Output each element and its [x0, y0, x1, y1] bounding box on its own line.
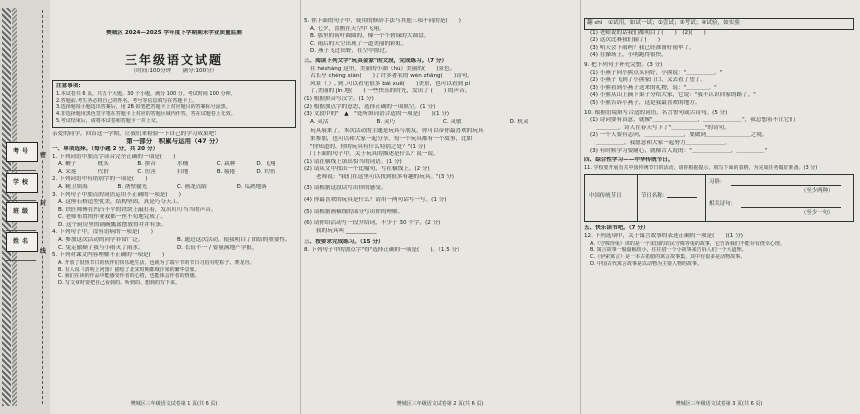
option: B. 寓言故事一般篇幅短小，往往借一个小故事来告诉人们一个大道理。	[590, 247, 747, 254]
options-row	[52, 169, 296, 177]
answer-line	[741, 207, 841, 208]
option: A. 这座石桥造型优美，结构坚固，真是巧夺天工。	[58, 199, 183, 206]
option: A. 灵活	[310, 118, 329, 125]
question: 9. 把下列句子补充完整。(3 分)	[584, 61, 663, 68]
notes-title: 注意事项:	[56, 83, 81, 90]
question: (3) 文段中的" ▲ "处所填词语合适的一项是( )(1 分)	[304, 111, 450, 118]
option: (4) 小熊从山上摘下果子分给大家，它说："我不认识回家的路了。"	[590, 92, 756, 99]
option: (3) 小熊看到小燕子送来的礼物，说："＿＿＿＿。"	[590, 84, 717, 91]
definition-box: 翻 shì ①试用，如试一试；②尝试；③考试；④试验，如实验	[584, 18, 854, 30]
note-item: 1.本试卷共 6 页，共五个大题，30 个小题，满分 100 分。考试时间 100 分钟。	[56, 90, 236, 97]
option: B. 通过这次活动，使我明白了团结的重要性。	[177, 237, 291, 244]
school-line	[6, 200, 36, 201]
page-footer: 樊城区三年级语文试卷第 3 页(共 6 页)	[675, 401, 763, 407]
passage-line: 玩具展来了，本次活动的主题是玩具与朋友。你可以带你最喜欢的玩具	[310, 128, 484, 135]
option: ＿＿＿＿＿，我愿意和大家一起努力＿＿＿＿＿＿＿。	[596, 139, 731, 146]
option: C. 雨后的天空出现了一道美丽的彩虹。	[310, 40, 407, 47]
section-heading: 三、按要求完成练习。（15 分）	[304, 239, 384, 246]
table-col-festival: 中国传统节日	[589, 193, 622, 200]
question: 11. 学校要开展有关中国传统节日的活动，请你根据提示，填写下面的表格，为完成任务做好准备。(3 分)	[584, 164, 818, 171]
seal-char-feng: 封	[39, 200, 46, 207]
table-poem-hint: （至少一句）	[801, 210, 834, 217]
exam-title: 三年级语文试题	[124, 52, 223, 67]
question: (1) 请在横线上填出恰当的词语。(1 分)	[304, 158, 402, 165]
question: 8. 下列句子中的加点字"得"选择正确的一项是( )。（1.5 分）	[304, 247, 463, 254]
page-2	[304, 6, 576, 408]
option: C. 仿害	[137, 168, 156, 175]
option: 扫地	[177, 168, 189, 175]
option: (2) 一个人要有志向，＿＿＿＿＿＿＿，要做到＿＿＿＿＿＿＿＿之境。	[590, 132, 768, 139]
greeting: 亲爱的同学，回首这一学期，让我们来检验一下自己的学习成果吧！	[52, 130, 220, 137]
options-row	[52, 245, 296, 253]
option: B. 疲倦	[216, 168, 236, 175]
options-row	[52, 237, 296, 245]
option: C. 灵敏	[443, 118, 462, 125]
option: A. 开放了很热节日的伙伴们快乐地生活，也就为了端午节的节日习俗有吃粽子、赛龙舟。	[58, 259, 255, 266]
class-line	[6, 230, 36, 231]
option: A. 鞭子	[58, 161, 77, 168]
option: B. 灵巧	[376, 118, 396, 125]
question: 1. 下列词语中加点字读音完全正确的一项是( )	[52, 153, 176, 160]
option: A. 七夕，喜鹊在天空中飞翔。	[310, 25, 385, 32]
option: C.《伊索寓言》是一本古希腊的寓言故事集，其中有很多是动物故事。	[590, 254, 746, 261]
option: (4) 在操场上，小明跑得很快。	[590, 52, 667, 59]
table-col-name: 节日名称：	[641, 193, 668, 200]
option: D. 这个厨房里的锅碗瓢盆摆放得井井有条。	[58, 221, 167, 228]
passage-line: "你知道的，你的玩具有什么特别之处？"(1 分)	[310, 143, 426, 150]
option: (5) 小熊告诉小燕子，这是我最喜欢的地方。	[590, 99, 701, 106]
note-item: 5.考试结束后，请将本试卷和答题卡一并上交。	[56, 117, 161, 124]
section-heading: 三、阅读下列文字"玩具金家"的文段，完成练习。（7 分）	[304, 57, 448, 64]
option: C. 画龙点睛	[177, 183, 207, 190]
question: 3. 下列句子中加点的词语运用不正确的一项是( )	[52, 191, 181, 198]
option: (2) 这次比赛我们输了( )	[590, 37, 661, 44]
question: 12. 下列选项中，关于寓言故事的表述正确的一项是( )(1 分)	[584, 233, 743, 240]
part-heading: 第一部分 积累与运用（47 分）	[126, 138, 222, 146]
option: (3) 明天会下雨吗？我已经准备好雨伞了。	[590, 44, 695, 51]
answer-line: 我的玩具叫 ___________	[316, 227, 377, 234]
section-heading: 四、综合性学习——中华传统节日。	[584, 157, 674, 164]
question: 10. 根据语境填写合适的词语，名言警句或古诗句。(5 分)	[584, 109, 728, 116]
note-item: 2.答题前,考生务必将自己的姓名、考号等信息填写在答题卡上。	[56, 97, 198, 104]
option: (3) 有时候学习要耐心，就像古人说的："＿＿＿＿＿＿＿，＿＿＿＿＿"	[590, 147, 768, 154]
page-fold	[300, 0, 301, 414]
option: A. 参加这次活动的同学非常广泛。	[58, 237, 144, 244]
table-customs-label: 习俗：	[709, 179, 726, 186]
festival-table	[584, 174, 854, 222]
option: B. 凿壁偷光	[117, 183, 148, 190]
question: (5) 请根据画横线的部分写出你的理解。	[304, 208, 404, 215]
question: (1) 根据拼音写汉字。(1 分)	[304, 95, 374, 102]
option: C. 老师布置的作业我都一丝不苟地完成了。	[58, 214, 167, 221]
option: 水桶	[177, 161, 189, 168]
option: C. 栽种	[216, 161, 236, 168]
question: 4. 下列句子中，没有语病的一项是( )	[52, 229, 153, 236]
options-row	[52, 184, 296, 192]
option: B. 拼音	[137, 161, 156, 168]
region-title: 樊城区 2024—2025 学年度下学期期末学业质量监测	[106, 30, 242, 36]
answer-line	[667, 197, 697, 198]
exam-number-label: 考号	[6, 142, 38, 162]
question: (2) 请从文中找出一个比喻句，写在横线上。(2 分)	[304, 166, 430, 173]
question: 5. 下列对课文内容理解不正确的一项是( )	[52, 252, 165, 259]
page-footer: 樊城区三年级语文试卷第 2 页(共 6 页)	[396, 401, 484, 407]
answer-line	[731, 185, 841, 186]
name-line	[6, 260, 36, 261]
option: (1) 诗词要有真意，就像"＿＿＿＿＿＿＿＿，＿＿＿＿＿＿＿"，我总想着不让它们	[590, 117, 796, 124]
name-label: 姓名	[6, 232, 38, 252]
options-row	[304, 119, 576, 127]
passage-line: 了,美丽的 jǐn 地( ) 一些快乐的时光，发出了 ( ) 的声音。	[310, 88, 471, 95]
option: A.《守株待兔》讲的是一个宋国的农民守株等兔的故事，它告诉我们不能存有侥幸心理。	[590, 240, 785, 247]
option: B. 铁匠师傅在凹凸不平的铁块上敲打着，发出叮叮当当的声音。	[58, 206, 217, 213]
passage-line: 老师说："我们在这里可以找到很多有趣的玩具。"(3 分)	[316, 173, 454, 180]
binding-strip	[0, 0, 50, 414]
option: D. 中国古代寓言故事是以动物为主要人物的故事。	[590, 261, 703, 268]
seal-char-mi: 密	[39, 152, 46, 159]
option: D. 飞翔	[256, 161, 276, 168]
page-1	[52, 6, 296, 408]
option: (1) 小燕子向小熊点头问好，小熊说："＿＿＿＿＿。"	[590, 69, 723, 76]
section-heading: 一、单项选择。（每小题 2 分，共 20 分）	[52, 145, 159, 152]
option: D. 机灵	[509, 118, 529, 125]
table-divider	[637, 175, 638, 221]
seal-line	[42, 10, 43, 404]
question: 5. 你下面的句子中，使用的修辞手法与其他三项不同的是( )	[304, 18, 461, 24]
passage-line: 风景（ ）, 到 ,可以看见很多 bái xuě( )美景，也可以看到 pí	[310, 80, 470, 87]
table-customs-hint: （至少两种）	[801, 188, 834, 195]
page-3	[584, 6, 854, 408]
option: (1) 老师说的话我们都明白了( ) (2)( )	[590, 29, 706, 36]
passage-line: 在 héshàng 这里，美丽的小湖（hú）美丽的( )景色。	[310, 65, 456, 72]
option: C. 兔走旅顺 / 我与小雨灭了雨水。	[58, 244, 144, 251]
question: (6) 请你给活动写一段介绍词，不少于 30 个字。(2 分)	[304, 220, 441, 227]
question: 2. 下列词语中有错别字的一项是( )	[52, 176, 148, 183]
note-item: 3.选择题每小题选出答案后，用 2B 铅笔把答题卡上对应题目的答案标号涂黑。	[56, 104, 231, 111]
option: 代价	[97, 168, 109, 175]
page-fold	[580, 0, 581, 414]
question: (4) 你最喜欢的玩具是什么？请用一两句话写一写。(1 分)	[304, 197, 447, 204]
options-row	[52, 161, 296, 169]
passage-line: 来参加，也可以和大家一起分享。每一个玩具都有一个故事，比如	[310, 135, 473, 142]
question: (2) 根据加点字的意思，选择正确的一项填空。(1 分)	[304, 103, 436, 110]
seal-char-xian: 线	[39, 248, 46, 255]
passage-line: 古长亭 chéng xiàn( )了许多著名的 wén zhāng( )诗句。	[310, 73, 473, 80]
page-footer: 樊城区三年级语文试卷第 1 页(共 6 页)	[130, 401, 218, 407]
option: ＿＿＿＿。诗人在春天写下了"＿＿＿＿＿＿"的诗句。	[596, 124, 730, 131]
option: A. 精卫填海	[58, 183, 88, 190]
table-poem-label: 相关诗句：	[709, 201, 736, 208]
option: D. 长征不一 / 要量满地产学报。	[177, 244, 258, 251]
passage-line: 门下面的句子中，关于玩具的描述是什么？说一说。	[310, 151, 439, 158]
option: (2) 小燕子飞到了小熊家门口，又去看了望了。	[590, 77, 706, 84]
time-score: （时间:100分钟 满分:100分）	[130, 67, 218, 74]
notes-box	[52, 80, 296, 128]
question: (3) 请根据这段话写出你的感受。	[304, 185, 387, 192]
class-label: 班级	[6, 202, 38, 222]
school-label: 学校	[6, 173, 38, 193]
option: C. 我们在读的作品中能感受作者的心情，也能体会作者的情感。	[58, 273, 200, 280]
table-divider	[705, 175, 706, 221]
option: 枕头	[97, 161, 109, 168]
option: D. 燕子飞过田野，在空中掠过。	[310, 48, 391, 55]
option: B. 那里的荷叶圆圆的，像一个个碧绿的大圆盘。	[310, 33, 430, 40]
option: D. 瓜熟地落	[236, 183, 267, 190]
option: D. 写文章时要把自己看到的、听到的、想到的写下来。	[58, 280, 181, 287]
section-heading: 五、快乐读书吧。（7 分）	[584, 225, 649, 232]
option: B. 有人说《清明上河图》描绘了北宋时期都城汴梁的繁华景象。	[58, 266, 200, 273]
exam-number-line	[6, 170, 36, 171]
note-item: 4.非选择题用黑色签字笔在答题卡上对应的答题区域内作答，答在试题卷上无效。	[56, 111, 236, 118]
option: A. 采莲	[58, 168, 77, 175]
option: D. 钓鱼	[256, 168, 276, 175]
